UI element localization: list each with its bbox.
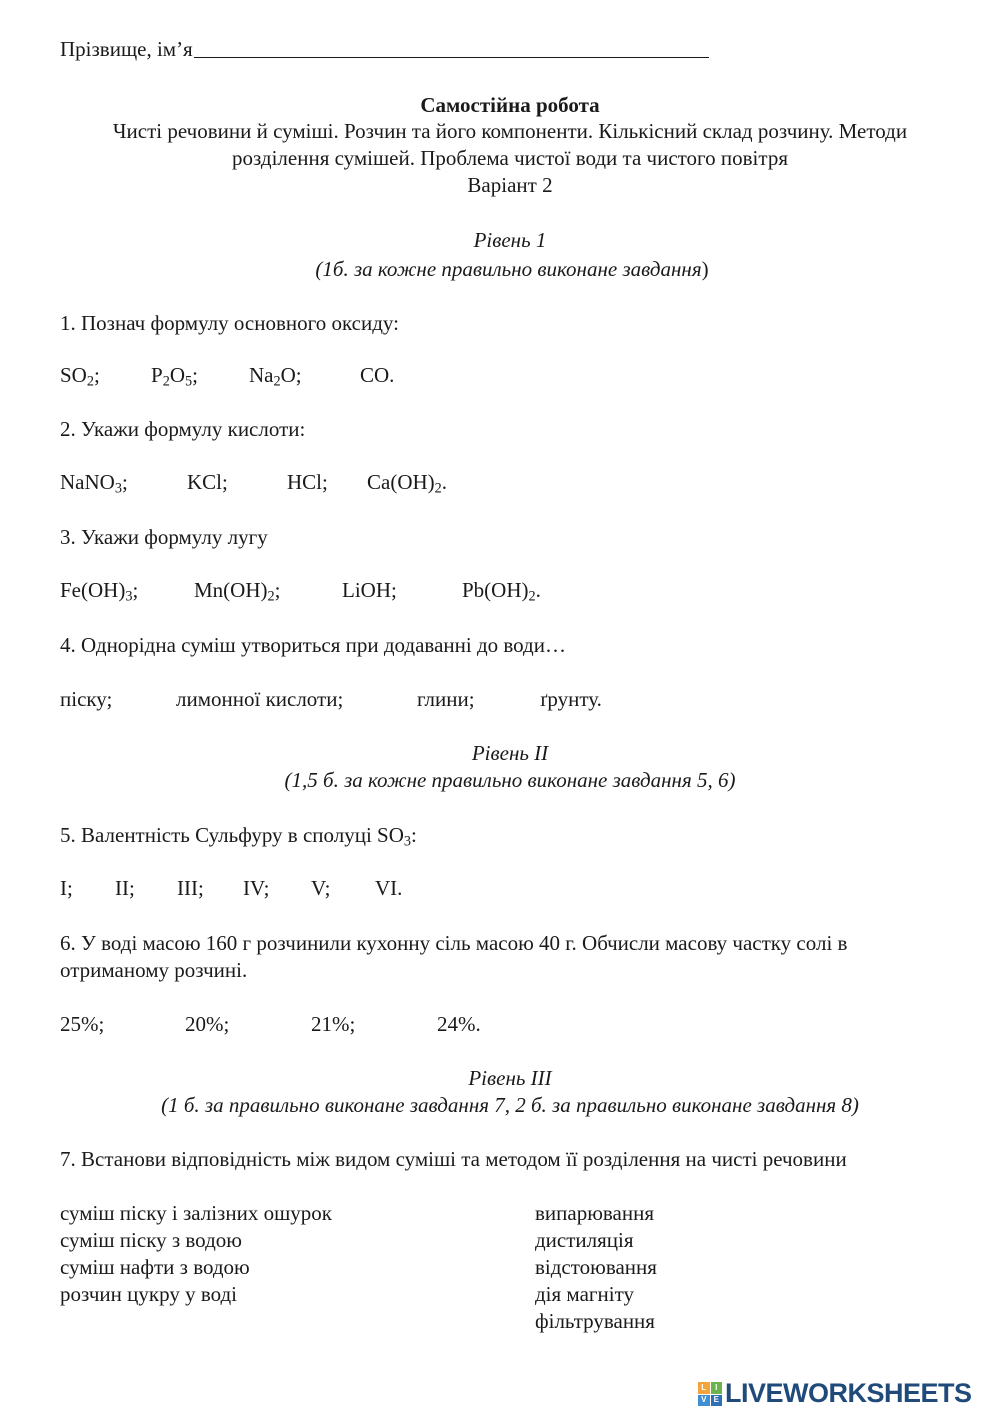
- level3-title: Рівень ІІІ: [468, 1066, 552, 1090]
- question-1-text: 1. Познач формулу основного оксиду:: [60, 311, 399, 335]
- mixture-item-2[interactable]: суміш піску з водою: [60, 1228, 242, 1252]
- q1-option-4[interactable]: CO.: [360, 363, 395, 387]
- q3-option-2[interactable]: $Mn(OH)_2$;: [194, 578, 281, 605]
- method-item-1[interactable]: випарювання: [535, 1201, 654, 1225]
- q3-option-3[interactable]: LiOH;: [342, 578, 397, 602]
- q2-option-1[interactable]: NaNO$_3$;: [60, 470, 128, 497]
- name-label: Прізвище, ім’я: [60, 37, 193, 61]
- q5-option-5[interactable]: V;: [311, 876, 331, 900]
- question-6-text-line1: 6. У воді масою 160 г розчинили кухонну сіль масою 40 г. Обчисли масову частку солі в: [60, 931, 848, 955]
- level2-scoring: (1,5 б. за кожне правильно виконане завдання 5, 6): [284, 768, 736, 792]
- q5-option-2[interactable]: II;: [115, 876, 135, 900]
- q2-option-2[interactable]: KCl;: [187, 470, 228, 494]
- worksheet-subtitle-line2: розділення сумішей. Проблема чистої води та чистого повітря: [232, 146, 788, 170]
- question-7-text: 7. Встанови відповідність між видом суміші та методом її розділення на чисті речовини: [60, 1147, 847, 1171]
- q6-option-4[interactable]: 24%.: [437, 1012, 481, 1036]
- liveworksheets-logo-icon: L I V E: [698, 1382, 722, 1406]
- question-4-text: 4. Однорідна суміш утвориться при додаванні до води…: [60, 633, 566, 657]
- q1-option-2[interactable]: $P_2O_5$;: [151, 363, 198, 390]
- worksheet-subtitle-line1: Чисті речовини й суміші. Розчин та його компоненти. Кількісний склад розчину. Методи: [112, 119, 908, 143]
- mixture-item-3[interactable]: суміш нафти з водою: [60, 1255, 250, 1279]
- q4-option-2[interactable]: лимонної кислоти;: [176, 687, 344, 711]
- liveworksheets-logo-text: LIVEWORKSHEETS: [725, 1378, 972, 1409]
- method-item-2[interactable]: дистиляція: [535, 1228, 634, 1252]
- level1-scoring: (1б. за кожне правильно виконане завдання): [315, 257, 709, 281]
- q4-option-4[interactable]: ґрунту.: [540, 687, 602, 711]
- variant-label: Варіант 2: [467, 173, 553, 197]
- method-item-5[interactable]: фільтрування: [535, 1309, 655, 1333]
- name-field[interactable]: [60, 36, 709, 62]
- q1-option-1[interactable]: $SO_2$;: [60, 363, 100, 390]
- level2-title: Рівень ІІ: [471, 741, 549, 765]
- question-6-text-line2: отриманому розчині.: [60, 958, 248, 982]
- question-3-text: 3. Укажи формулу лугу: [60, 525, 268, 549]
- level3-scoring: (1 б. за правильно виконане завдання 7, 2 б. за правильно виконане завдання 8): [161, 1093, 859, 1117]
- mixture-item-1[interactable]: суміш піску і залізних ошурок: [60, 1201, 332, 1225]
- worksheet-title: Самостійна робота: [420, 93, 600, 117]
- q3-option-4[interactable]: $Pb(OH)_2$.: [462, 578, 541, 605]
- q1-option-3[interactable]: $Na_2O$;: [249, 363, 302, 390]
- name-underline: [194, 39, 709, 58]
- mixture-item-4[interactable]: розчин цукру у воді: [60, 1282, 238, 1306]
- liveworksheets-logo: [698, 1378, 972, 1410]
- method-item-3[interactable]: відстоювання: [535, 1255, 657, 1279]
- q6-option-2[interactable]: 20%;: [185, 1012, 230, 1036]
- q5-option-4[interactable]: IV;: [243, 876, 270, 900]
- q4-option-3[interactable]: глини;: [417, 687, 475, 711]
- q6-option-3[interactable]: 21%;: [311, 1012, 356, 1036]
- level1-title: Рівень 1: [473, 228, 547, 252]
- question-5-text: 5. Валентність Сульфуру в сполуці $SO_3$:: [60, 823, 417, 850]
- q5-option-1[interactable]: I;: [60, 876, 73, 900]
- q3-option-1[interactable]: $Fe(OH)_3$;: [60, 578, 139, 605]
- q2-option-3[interactable]: HCl;: [287, 470, 328, 494]
- q5-option-6[interactable]: VI.: [375, 876, 403, 900]
- q4-option-1[interactable]: піску;: [60, 687, 113, 711]
- method-item-4[interactable]: дія магніту: [535, 1282, 634, 1306]
- q2-option-4[interactable]: $Ca(OH)_2$.: [367, 470, 448, 497]
- question-2-text: 2. Укажи формулу кислоти:: [60, 417, 306, 441]
- q5-option-3[interactable]: III;: [177, 876, 204, 900]
- q6-option-1[interactable]: 25%;: [60, 1012, 105, 1036]
